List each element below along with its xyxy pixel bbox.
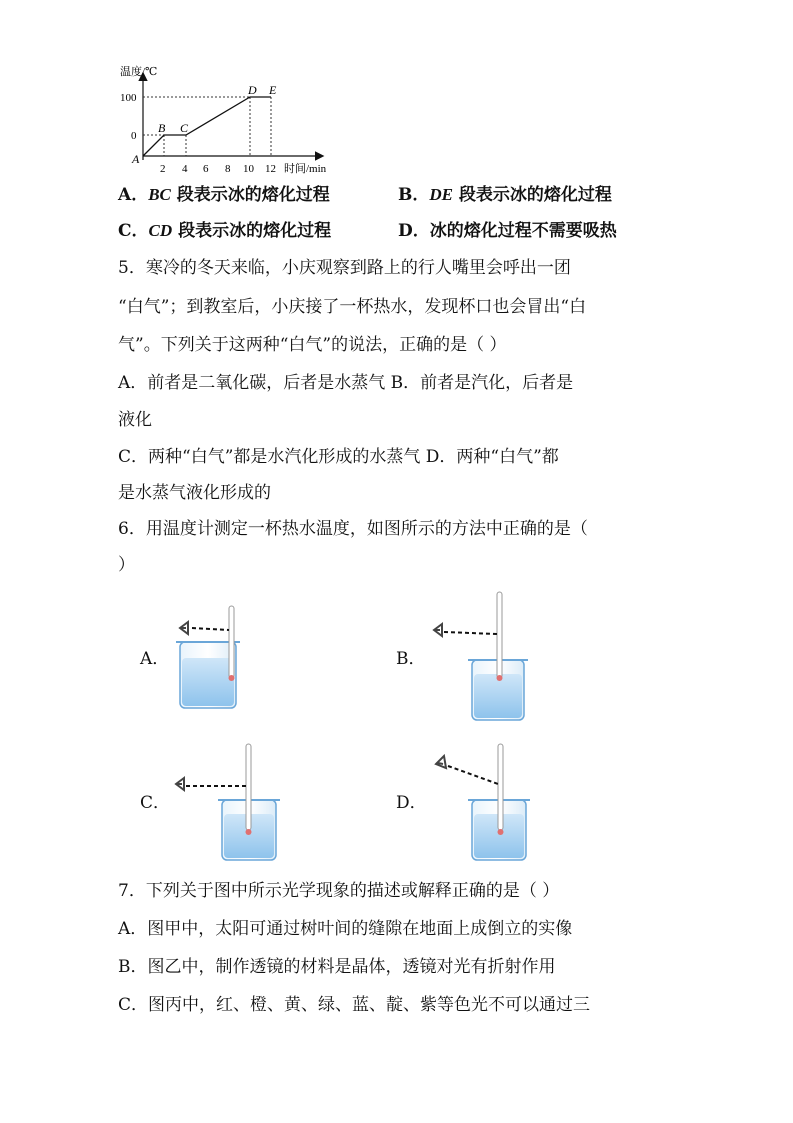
point-b: B [158, 121, 166, 135]
option-b-figure [430, 588, 540, 724]
q6-label-c: C． [140, 793, 171, 813]
q5-line: 是水蒸气液化形成的 [118, 483, 271, 503]
x-tick: 8 [225, 163, 231, 175]
q6-label-b: B． [396, 649, 426, 669]
q7-line: 7．下列关于图中所示光学现象的描述或解释正确的是（ ） [118, 881, 560, 901]
option-d-figure [430, 740, 540, 866]
q6-label-a: A． [140, 649, 170, 669]
eye-icon [180, 622, 188, 634]
q4-option-a: A．BC 段表示冰的熔化过程 [118, 185, 330, 205]
thermometer [498, 744, 503, 830]
q6-line: 6．用温度计测定一杯热水温度，如图所示的方法中正确的是（ [118, 519, 588, 539]
q4-option-d: D．冰的熔化过程不需要吸热 [398, 221, 617, 241]
point-c: C [180, 121, 189, 135]
q5-line: “白气”；到教室后，小庆接了一杯热水，发现杯口也会冒出“白 [118, 297, 587, 317]
y-axis-label: 温度/℃ [120, 66, 158, 78]
x-axis-label: 时间/min [284, 163, 327, 175]
y-tick-0: 0 [131, 130, 137, 142]
eye-icon [436, 756, 446, 768]
temperature-time-graph [112, 60, 352, 178]
option-a-figure [172, 600, 252, 712]
q4-option-c: C．CD 段表示冰的熔化过程 [118, 221, 332, 241]
q5-line: A．前者是二氧化碳，后者是水蒸气 B．前者是汽化，后者是 [118, 373, 574, 393]
q5-line: C．两种“白气”都是水汽化形成的水蒸气 D．两种“白气”都 [118, 447, 559, 467]
q5-line: 液化 [118, 410, 152, 430]
point-e: E [269, 83, 277, 97]
x-tick: 2 [160, 163, 166, 175]
x-tick: 10 [243, 163, 254, 175]
q6-label-d: D． [396, 793, 427, 813]
q7-line: A．图甲中，太阳可通过树叶间的缝隙在地面上成倒立的实像 [118, 919, 573, 939]
option-c-figure [170, 740, 280, 866]
y-tick-100: 100 [120, 92, 137, 104]
point-a: A [132, 152, 140, 166]
q4-option-b: B．DE 段表示冰的熔化过程 [398, 185, 612, 205]
q5-line: 气”。下列关于这两种“白气”的说法，正确的是（ ） [118, 335, 507, 355]
eye-icon [176, 778, 184, 790]
thermometer [497, 592, 502, 678]
x-tick: 4 [182, 163, 188, 175]
x-tick: 12 [265, 163, 276, 175]
eye-icon [434, 624, 442, 636]
q7-line: B．图乙中，制作透镜的材料是晶体，透镜对光有折射作用 [118, 957, 556, 977]
q6-line: ） [118, 555, 135, 575]
point-d: D [248, 83, 257, 97]
x-tick: 6 [203, 163, 209, 175]
q7-line: C．图丙中，红、橙、黄、绿、蓝、靛、紫等色光不可以通过三 [118, 995, 591, 1015]
q5-line: 5．寒冷的冬天来临，小庆观察到路上的行人嘴里会呼出一团 [118, 258, 571, 278]
thermometer [246, 744, 251, 830]
thermometer [229, 606, 234, 678]
